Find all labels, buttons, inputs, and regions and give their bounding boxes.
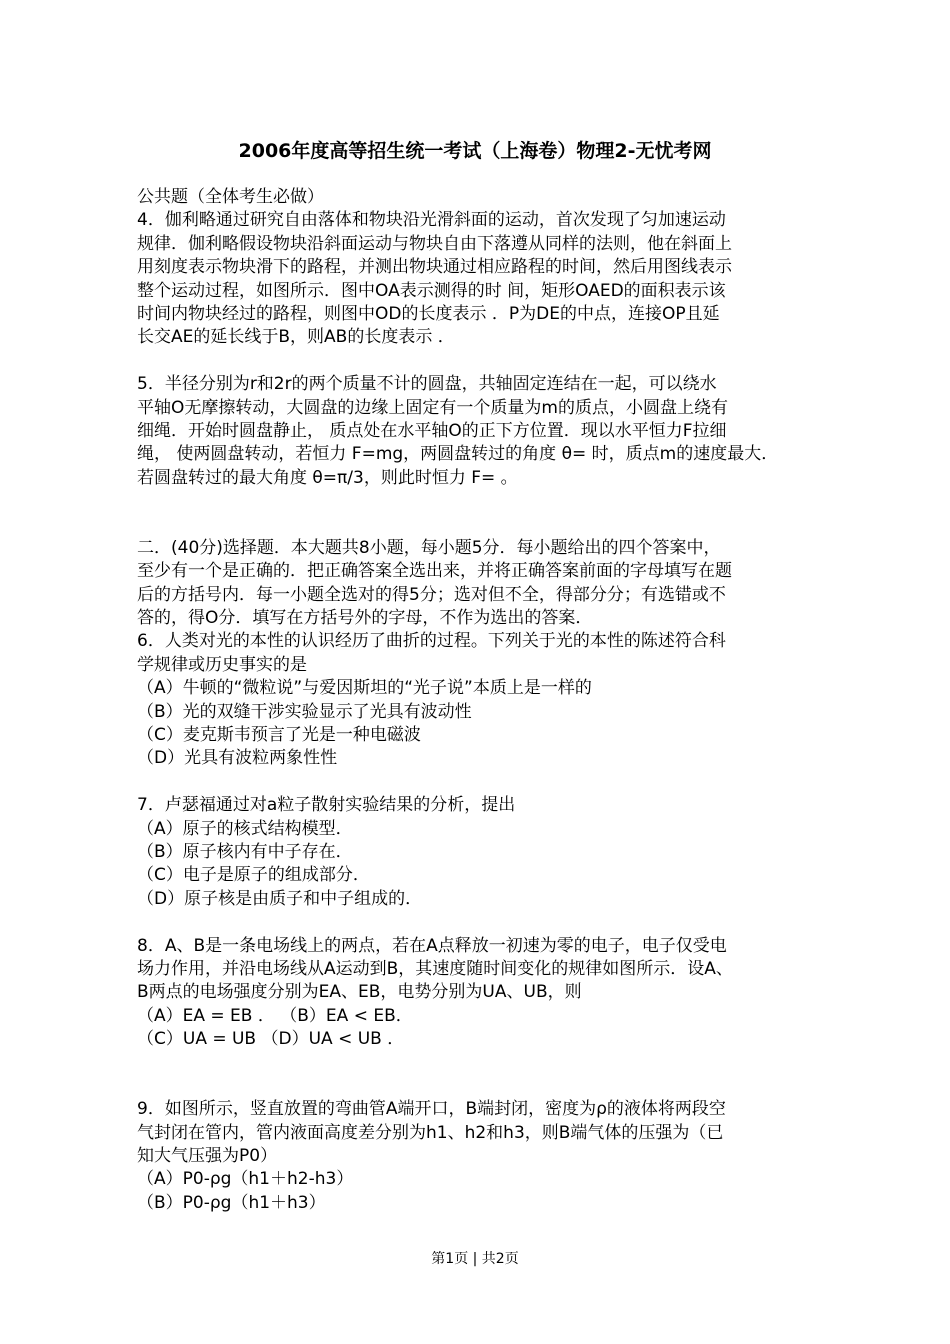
spacer	[137, 350, 827, 373]
spacer	[137, 771, 827, 794]
question-8-options-cd: （C）UA = UB （D）UA < UB ．	[137, 1029, 405, 1050]
question-5	[137, 373, 827, 490]
question-4	[137, 209, 827, 349]
section-2-line: 后的方括号内．每一小题全选对的得5分；选对但不全，得部分分；有选错或不	[137, 584, 726, 605]
question-7-option-d: （D）原子核是由质子和中子组成的．	[137, 888, 423, 909]
question-9	[137, 1098, 827, 1215]
question-6-option-a: （A）牛顿的“微粒说”与爱因斯坦的“光子说”本质上是一样的	[137, 678, 592, 699]
question-9-line: 知大气压强为P0）	[137, 1146, 278, 1167]
question-4-line: 规律．伽利略假设物块沿斜面运动与物块自由下落遵从同样的法则，他在斜面上	[137, 233, 732, 254]
question-4-line: 时间内物块经过的路程，则图中OD的长度表示 ．P为DE的中点，连接OP且延	[137, 303, 720, 324]
page-footer: 第1页 | 共2页	[431, 1251, 519, 1267]
question-7-option-b: （B）原子核内有中子存在．	[137, 841, 353, 862]
question-8-options-ab: （A）EA = EB ． （B）EA < EB．	[137, 1005, 413, 1026]
question-7-line: 7．卢瑟福通过对a粒子散射实验结果的分析，提出	[137, 795, 516, 816]
question-8-line: B两点的电场强度分别为EA、EB，电势分别为UA、UB，则	[137, 982, 582, 1003]
question-4-line: 整个运动过程，如图所示．图中OA表示测得的时 间，矩形OAED的面积表示该	[137, 280, 726, 301]
question-6-line: 学规律或历史事实的是	[137, 654, 307, 675]
section-2-line: 至少有一个是正确的．把正确答案全选出来，并将正确答案前面的字母填写在题	[137, 561, 732, 582]
spacer	[137, 490, 827, 537]
question-9-option-b: （B）P0-ρg（h1＋h3）	[137, 1192, 326, 1213]
question-6-option-c: （C）麦克斯韦预言了光是一种电磁波	[137, 725, 421, 745]
question-5-line: 细绳．开始时圆盘静止， 质点处在水平轴O的正下方位置．现以水平恒力F拉细	[137, 420, 727, 441]
question-6-option-b: （B）光的双缝干涉实验显示了光具有波动性	[137, 701, 472, 722]
question-6-option-d: （D）光具有波粒两象性性	[137, 748, 338, 769]
question-5-line: 绳， 使两圆盘转动，若恒力 F=mg，两圆盘转过的角度 θ= 时，质点m的速度最大．	[137, 444, 779, 465]
question-9-line: 气封闭在管内，管内液面高度差分别为h1、h2和h3，则B端气体的压强为（已	[137, 1122, 724, 1143]
section-2-line: 二．(40分)选择题．本大题共8小题，每小题5分．每小题给出的四个答案中，	[137, 537, 721, 558]
section-2-line: 答的，得O分．填写在方括号外的字母，不作为选出的答案．	[137, 608, 593, 629]
question-9-option-a: （A）P0-ρg（h1＋h2-h3）	[137, 1169, 354, 1190]
question-5-line: 若圆盘转过的最大角度 θ=π/3，则此时恒力 F= 。	[137, 467, 518, 488]
question-4-line: 4．伽利略通过研究自由落体和物块沿光滑斜面的运动，首次发现了匀加速运动	[137, 210, 726, 231]
question-6-line: 6．人类对光的本性的认识经历了曲折的过程。下列关于光的本性的陈述符合科	[137, 631, 726, 652]
question-4-line: 长交AE的延长线于B，则AB的长度表示 ．	[137, 327, 455, 348]
question-7-option-a: （A）原子的核式结构模型．	[137, 818, 353, 839]
document-title: 2006年度高等招生统一考试（上海卷）物理2-无忧考网	[238, 140, 712, 162]
section-heading-common: 公共题（全体考生必做）	[137, 187, 324, 207]
question-6	[137, 630, 827, 770]
question-4-line: 用刻度表示物块滑下的路程，并测出物块通过相应路程的时间，然后用图线表示	[137, 257, 732, 278]
question-9-line: 9．如图所示，竖直放置的弯曲管A端开口，B端封闭，密度为ρ的液体将两段空	[137, 1099, 726, 1120]
spacer	[137, 911, 827, 934]
question-5-line: 5．半径分别为r和2r的两个质量不计的圆盘，共轴固定连结在一起，可以绕水	[137, 374, 717, 395]
question-8	[137, 935, 827, 1052]
document-body	[137, 186, 827, 1215]
section-2-instructions	[137, 537, 827, 631]
spacer	[137, 1051, 827, 1098]
question-5-line: 平轴O无摩擦转动，大圆盘的边缘上固定有一个质量为m的质点，小圆盘上绕有	[137, 397, 728, 418]
question-8-line: 8．A、B是一条电场线上的两点，若在A点释放一初速为零的电子，电子仅受电	[137, 935, 727, 956]
question-7-option-c: （C）电子是原子的组成部分．	[137, 865, 370, 886]
question-7	[137, 794, 827, 911]
question-8-line: 场力作用，并沿电场线从A运动到B，其速度随时间变化的规律如图所示．设A、	[137, 958, 733, 979]
